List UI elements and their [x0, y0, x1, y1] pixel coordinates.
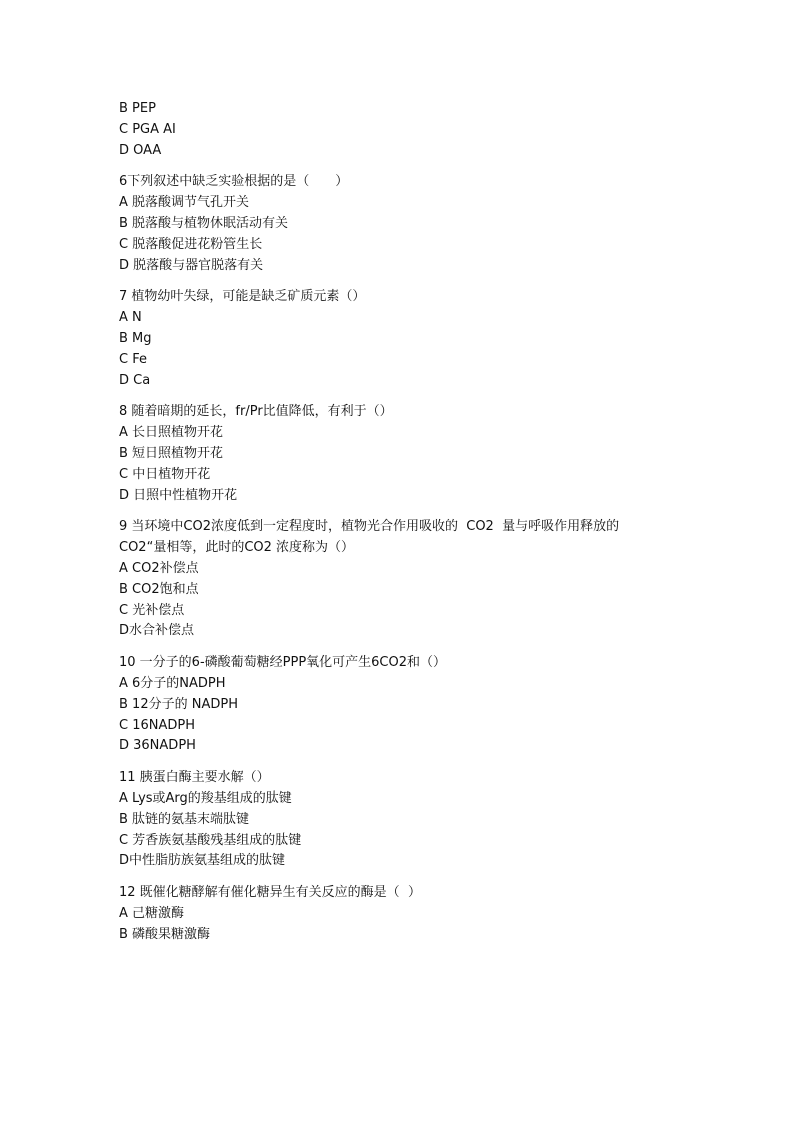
- spacer: [119, 757, 719, 768]
- option-line: D 脱落酸与器官脱落有关: [119, 257, 264, 273]
- option-line: B 肽链的氨基末端肽键: [119, 811, 250, 827]
- question-continuation: [119, 99, 719, 161]
- option-line: C 中日植物开花: [119, 466, 211, 482]
- question-stem: 10 一分子的6-磷酸葡萄糖经PPP氧化可产生6CO2和（）: [119, 655, 447, 671]
- spacer: [119, 161, 719, 172]
- question-12: [119, 883, 719, 945]
- question-stem: CO2“量相等，此时的CO2 浓度称为（）: [119, 540, 355, 556]
- option-line: A CO2补偿点: [119, 560, 199, 576]
- option-line: C 光补偿点: [119, 602, 185, 618]
- option-line: B 12分子的 NADPH: [119, 696, 238, 712]
- option-line: D水合补偿点: [119, 623, 195, 639]
- option-line: A 6分子的NADPH: [119, 675, 226, 691]
- option-line: B 脱落酸与植物休眠活动有关: [119, 215, 289, 231]
- option-line: D 36NADPH: [119, 738, 196, 754]
- question-10: [119, 653, 719, 757]
- option-line: A 长日照植物开花: [119, 425, 224, 441]
- question-stem: 12 既催化糖酵解有催化糖异生有关反应的酶是（ ）: [119, 885, 421, 901]
- option-line: B PEP: [119, 101, 156, 116]
- question-9: [119, 517, 719, 642]
- question-7: [119, 287, 719, 391]
- question-stem: 6下列叙述中缺乏实验根据的是（ ）: [119, 174, 349, 190]
- option-line: A 己糖激酶: [119, 905, 185, 921]
- question-stem: 9 当环境中CO2浓度低到一定程度时，植物光合作用吸收的 CO2 量与呼吸作用释放的: [119, 519, 620, 535]
- option-line: C Fe: [119, 351, 147, 367]
- question-11: [119, 768, 719, 872]
- option-line: C 芳香族氨基酸残基组成的肽键: [119, 832, 302, 848]
- option-line: D中性脂肪族氨基组成的肽键: [119, 853, 286, 869]
- option-line: B 短日照植物开花: [119, 445, 224, 461]
- document-page: [119, 99, 719, 945]
- option-line: C PGA AI: [119, 121, 176, 137]
- option-line: B CO2饱和点: [119, 581, 199, 597]
- question-6: [119, 172, 719, 276]
- option-line: A 脱落酸调节气孔开关: [119, 195, 250, 211]
- question-stem: 11 胰蛋白酶主要水解（）: [119, 770, 270, 786]
- spacer: [119, 391, 719, 402]
- option-line: D OAA: [119, 142, 162, 158]
- option-line: C 脱落酸促进花粉管生长: [119, 236, 263, 252]
- question-stem: 8 随着暗期的延长，fr/Pr比值降低，有利于（）: [119, 404, 393, 420]
- option-line: D Ca: [119, 372, 151, 388]
- spacer: [119, 276, 719, 287]
- spacer: [119, 872, 719, 883]
- option-line: B 磷酸果糖激酶: [119, 926, 211, 942]
- option-line: A N: [119, 310, 142, 326]
- spacer: [119, 506, 719, 517]
- option-line: B Mg: [119, 330, 152, 346]
- spacer: [119, 642, 719, 653]
- option-line: D 日照中性植物开花: [119, 487, 238, 503]
- option-line: C 16NADPH: [119, 717, 195, 733]
- question-stem: 7 植物幼叶失绿，可能是缺乏矿质元素（）: [119, 289, 366, 305]
- option-line: A Lys或Arg的羧基组成的肽键: [119, 790, 292, 806]
- question-8: [119, 402, 719, 506]
